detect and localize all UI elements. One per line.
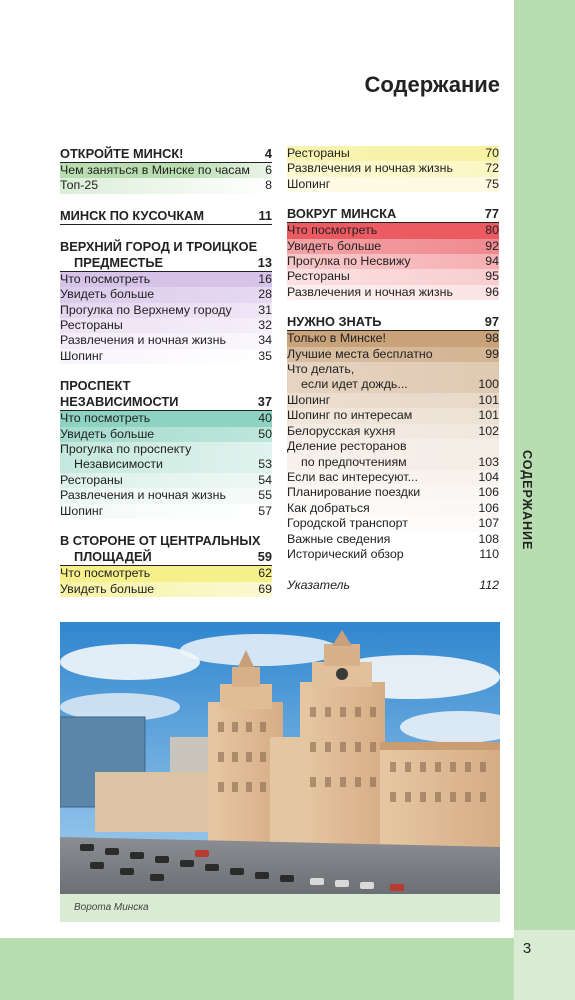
toc-entry[interactable]: Рестораны 54 [60,472,272,487]
toc-entry[interactable]: Шопинг 35 [60,348,272,363]
toc-entry[interactable]: Шопинг 75 [287,176,499,191]
toc-section-discover [60,146,272,194]
toc-section-heading[interactable]: НУЖНО ЗНАТЬ 97 [287,314,499,330]
toc-entry[interactable]: Увидеть больше 50 [60,426,272,441]
toc-entry[interactable]: Важные сведения 108 [287,531,499,546]
toc-entry[interactable]: Увидеть больше 69 [60,581,272,596]
toc-entry[interactable]: Чем заняться в Минске по часам 6 [60,163,272,177]
toc-entry[interactable]: Развлечения и ночная жизнь 55 [60,488,272,503]
toc-entry[interactable]: Развлечения и ночная жизнь 72 [287,161,499,176]
toc-entry[interactable]: Прогулка по Несвижу 94 [287,254,499,269]
toc-section-outside-center [60,533,272,597]
minsk-gates-photo [60,622,500,894]
toc-entry[interactable]: Развлечения и ночная жизнь 34 [60,333,272,348]
toc-right-column [287,146,499,608]
toc-entry[interactable]: Прогулка по Верхнему городу 31 [60,302,272,317]
toc-entry[interactable]: Рестораны 32 [60,318,272,333]
page-number: 3 [522,940,532,957]
toc-entry[interactable]: Увидеть больше 28 [60,287,272,302]
toc-entry[interactable]: Развлечения и ночная жизнь 96 [287,284,499,299]
toc-heading-line: В СТОРОНЕ ОТ ЦЕНТРАЛЬНЫХ [60,533,261,549]
toc-entry[interactable]: Топ-25 8 [60,178,272,193]
toc-entry[interactable]: Белорусская кухня 102 [287,423,499,438]
toc-entry[interactable]: Шопинг 101 [287,392,499,407]
toc-entry[interactable]: Городской транспорт 107 [287,516,499,531]
toc-entry-multiline[interactable]: Прогулка по проспекту Независимости 53 [60,442,272,472]
toc-entry[interactable]: Рестораны 95 [287,269,499,284]
toc-section-need-to-know [287,314,499,594]
toc-heading-line: ВЕРХНИЙ ГОРОД И ТРОИЦКОЕ [60,238,258,254]
toc-section-heading[interactable]: ПРЕДМЕСТЬЕ 13 [60,255,272,272]
toc-entry[interactable]: Исторический обзор 110 [287,546,499,561]
toc-section-heading[interactable]: ВОКРУГ МИНСКА 77 [287,206,499,222]
toc-entry[interactable]: Что посмотреть 80 [287,223,499,238]
toc-entry[interactable]: Что посмотреть 16 [60,271,272,286]
toc-section-pieces [60,208,272,225]
toc-heading-line: ПРОСПЕКТ [60,378,131,394]
toc-entry[interactable]: Шопинг 57 [60,503,272,518]
toc-entry-multiline[interactable]: Что делать, если идет дождь... 100 [287,362,499,392]
toc-entry[interactable]: Лучшие места бесплатно 99 [287,346,499,361]
toc-section-heading[interactable]: ОТКРОЙТЕ МИНСК! 4 [60,146,272,161]
toc-section-heading[interactable]: МИНСК ПО КУСОЧКАМ 11 [60,207,272,223]
toc-entry-multiline[interactable]: Деление ресторанов по предпочтениям 103 [287,439,499,469]
toc-entry[interactable]: Что посмотреть 40 [60,411,272,426]
toc-entry[interactable]: Как добраться 106 [287,500,499,515]
toc-section-around-minsk [287,206,499,300]
toc-entry[interactable]: Увидеть больше 92 [287,238,499,253]
toc-entry[interactable]: Рестораны 70 [287,146,499,160]
minsk-gates-illustration [60,622,500,894]
toc-entry[interactable]: Планирование поездки 106 [287,485,499,500]
bottom-color-strip [0,938,514,1000]
toc-section-upper-town [60,239,272,364]
toc-entry[interactable]: Что посмотреть 62 [60,566,272,581]
side-section-label: СОДЕРЖАНИЕ [520,449,534,551]
toc-section-outside-center-cont [287,146,499,192]
photo-caption: Ворота Минска [74,902,149,913]
toc-section-heading[interactable]: ПЛОЩАДЕЙ 59 [60,549,272,566]
toc-entry[interactable]: Если вас интересуют... 104 [287,469,499,484]
toc-section-avenue [60,378,272,519]
toc-left-column [60,146,272,611]
page-title: Содержание [364,72,500,97]
toc-section-heading[interactable]: НЕЗАВИСИМОСТИ 37 [60,394,272,410]
toc-index-entry[interactable]: Указатель 112 [287,578,499,593]
toc-entry[interactable]: Шопинг по интересам 101 [287,408,499,423]
toc-entry[interactable]: Только в Минске! 98 [287,331,499,346]
